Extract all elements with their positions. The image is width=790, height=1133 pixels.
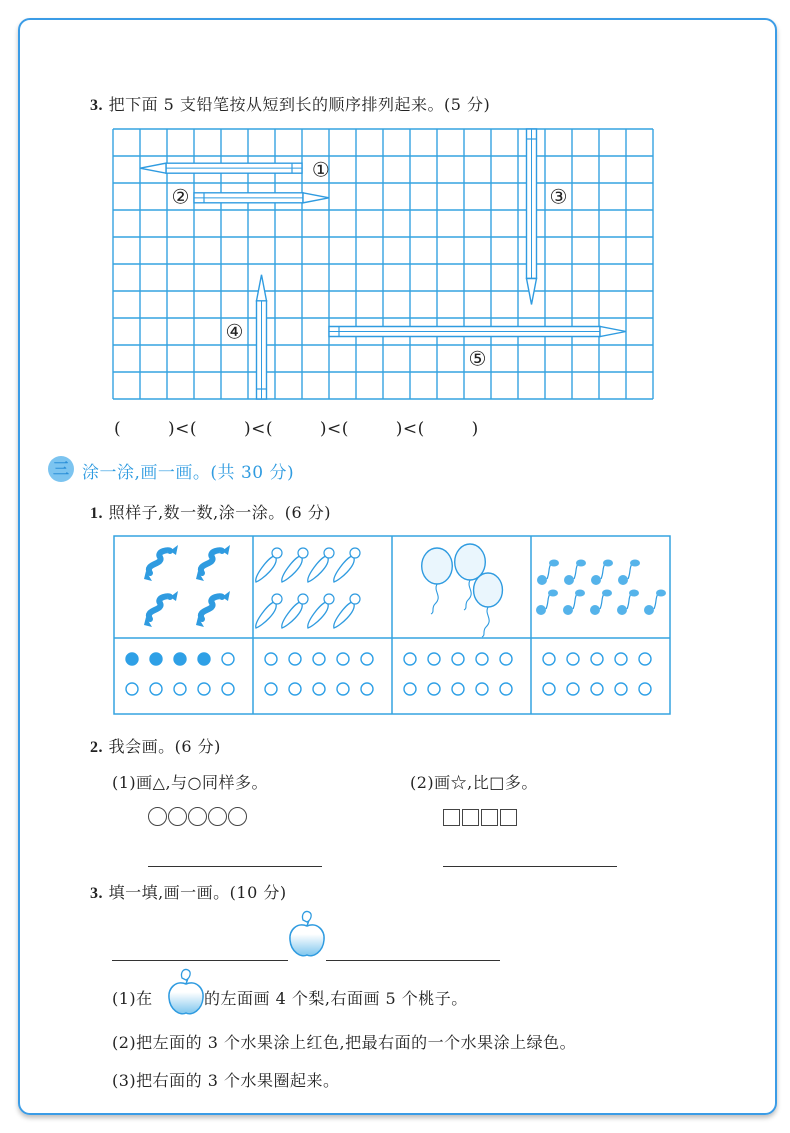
pencil-label-4: ④ — [225, 319, 244, 344]
question-number: 1. — [90, 505, 103, 522]
section-badge: 三 — [48, 456, 74, 482]
question-text: 填一填,画一画。(10 分) — [108, 883, 287, 902]
q2-part1: (1)画△,与○同样多。 — [112, 773, 269, 792]
q3-part1-a: (1)在 — [112, 989, 153, 1008]
q3-part3: (3)把右面的 3 个水果圈起来。 — [112, 1071, 340, 1090]
q3-part2: (2)把左面的 3 个水果涂上红色,把最右面的一个水果涂上绿色。 — [112, 1033, 577, 1052]
pencil-label-2: ② — [171, 184, 190, 209]
apple-icon — [290, 911, 324, 955]
question-number: 2. — [90, 739, 103, 756]
pencil-label-1: ① — [311, 157, 330, 182]
question-number: 3. — [90, 97, 103, 114]
question-text: 把下面 5 支铅笔按从短到长的顺序排列起来。(5 分) — [108, 95, 491, 114]
pencil-label-3: ③ — [549, 184, 568, 209]
question-text: 照样子,数一数,涂一涂。(6 分) — [108, 503, 332, 522]
question-number: 3. — [90, 885, 103, 902]
q3-part1-b: 的左面画 4 个梨,右面画 5 个桃子。 — [204, 989, 468, 1008]
answer-row[interactable]: ( )<( )<( )<( )<( ) — [114, 419, 479, 439]
q2-part2: (2)画☆,比□多。 — [410, 773, 538, 792]
apple-icon-inline — [169, 969, 203, 1013]
pencil-label-5: ⑤ — [468, 346, 487, 371]
question-text: 我会画。(6 分) — [108, 737, 221, 756]
section-title: 涂一涂,画一画。(共 30 分) — [82, 463, 295, 483]
